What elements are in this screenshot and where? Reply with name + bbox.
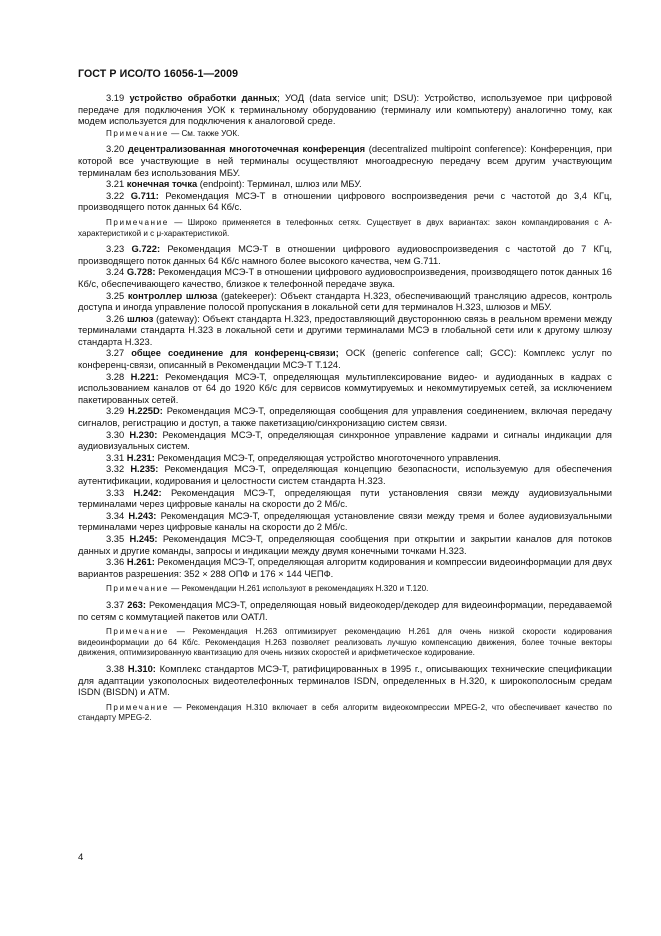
entry-text: Комплекс стандартов МСЭ-Т, ратифицированных в 1995 г., описывающих технические спецификации для адаптации узкополосных видеотелефонных терминалов ISDN, определенных в H.320, к широкополосным средам ISDN (BISDN) и ATM.: [78, 663, 612, 698]
definition-entry: [78, 179, 612, 191]
definition-entry: [78, 191, 612, 214]
entry-term: G.728:: [126, 267, 156, 278]
entry-number: 3.30: [106, 429, 125, 440]
entry-term: H.310:: [127, 663, 156, 674]
entry-text: (gateway): Объект стандарта H.323, предоставляющий двустороннюю связь в реальном времени между терминалами стандарта H.323 в локальной сети и другими терминалами МСЭ в глобальной сети или к другому шлюзу стандарта H.323.: [78, 313, 612, 347]
entry-text: Рекомендация МСЭ-Т, определяющая новый видеокодер/декодер для видеоинформации, передаваемой по сетям с коммутацией пакетов или ОАТЛ.: [78, 599, 612, 622]
entry-number: 3.21: [106, 179, 125, 190]
note-label: Примечание: [106, 627, 169, 637]
entry-text: Рекомендация МСЭ-Т, определяющая сообщения при открытии и закрытии каналов для потоков данных и другие команды, запросы и индикации между двумя конечными точками H.323.: [78, 533, 612, 556]
entry-text: Рекомендация МСЭ-Т в отношении цифрового аудиовоспроизведения, производящего поток данных 16 Кб/с, обеспечивающего качество, близкое к телефонной передаче звука.: [78, 267, 612, 289]
note-label: Примечание: [106, 584, 169, 594]
entry-text: Рекомендация МСЭ-Т в отношении цифрового аудиовоспроизведения с частотой до 7 КГц, производящего поток данных 64 Кб/с намного более высокого качества, чем G.711.: [78, 244, 612, 266]
note: [78, 218, 612, 239]
entry-term: G.722:: [131, 244, 161, 255]
entry-text: Рекомендация МСЭ-Т, определяющая сообщения для управления соединением, включая передачу сигналов, регистрацию и доступ, а также пакетизацию/синхронизацию систем связи.: [78, 406, 612, 429]
entry-text: Рекомендация МСЭ-Т, определяющая мультиплексирование видео- и аудиоданных в кадрах с использованием каналов от 64 до 1920 Кб/с для сервисов коммутируемых и некоммутируемых сетей, за исключением пакетированных сетей.: [78, 371, 612, 405]
entry-text: Рекомендация МСЭ-Т в отношении цифрового воспроизведения речи с частотой до 3,4 КГц, производящего поток данных 64 Кб/с.: [78, 190, 612, 213]
definition-entry: [78, 244, 612, 267]
entry-number: 3.20: [106, 144, 125, 155]
entry-term: устройство обработки данных: [129, 93, 278, 103]
entry-term: H.225D:: [128, 406, 163, 417]
note-label: Примечание: [106, 702, 169, 712]
definition-entry: [78, 557, 612, 580]
entry-number: 3.33: [106, 487, 125, 498]
note: [78, 703, 612, 724]
entry-term: H.231:: [126, 452, 155, 463]
definition-entry: [78, 488, 612, 511]
document-body: [78, 93, 612, 724]
entry-number: 3.19: [106, 93, 125, 103]
note-label: Примечание: [106, 128, 169, 138]
entry-term: H.245:: [129, 533, 158, 544]
page-number: 4: [78, 852, 84, 863]
note-text: — Рекомендации H.261 используют в рекомендациях H.320 и Т.120.: [168, 584, 429, 594]
entry-number: 3.35: [106, 533, 125, 544]
entry-text: (gatekeeper): Объект стандарта H.323, обеспечивающий трансляцию адресов, контроль доступа и иногда управление полосой пропускания в локальной сети для терминалов H.323, шлюзов и МБУ.: [78, 290, 612, 313]
entry-term: общее соединение для конференц-связи;: [131, 348, 339, 359]
document-header: ГОСТ Р ИСО/ТО 16056-1—2009: [78, 68, 239, 80]
entry-text: Рекомендация МСЭ-Т, определяющая пути установления связи между аудиовизуальными терминалами через цифровые каналы на скорости до 2 Мб/с.: [78, 487, 612, 510]
entry-term: H.242:: [133, 487, 162, 498]
entry-text: Рекомендация МСЭ-Т, определяющая алгоритм кодирования и компрессии видеоинформации для двух вариантов разрешения: 352 × 288 ОПФ и 176 × 144 ЧЕПФ.: [78, 557, 612, 579]
entry-number: 3.29: [106, 406, 125, 417]
entry-term: конечная точка: [126, 179, 198, 190]
definition-entry: [78, 464, 612, 487]
definition-entry: [78, 430, 612, 453]
definition-entry: [78, 314, 612, 349]
entry-number: 3.32: [106, 464, 125, 475]
entry-text: Рекомендация МСЭ-Т, определяющая концепцию безопасности, используемую для обеспечения аутентификации, кодирования и целостности систем стандарта H.323.: [78, 464, 612, 486]
entry-term: H.221:: [130, 371, 159, 382]
entry-text: (decentralized multipoint conference): Конференция, при которой все участвующие в ней терминалы осуществляют многоадресную передачу всем другим участвующим терминалам без использования МБУ.: [78, 144, 612, 178]
note-text: — См. также УОК.: [168, 128, 240, 138]
definition-entry: [78, 534, 612, 557]
entry-number: 3.31: [106, 452, 125, 463]
entry-number: 3.24: [106, 267, 125, 278]
entry-number: 3.28: [106, 371, 125, 382]
definition-entry: [78, 372, 612, 407]
definition-entry: [78, 348, 612, 371]
entry-term: 263:: [127, 599, 146, 610]
entry-term: H.261:: [126, 557, 155, 568]
definition-entry: [78, 600, 612, 623]
entry-text: ОСК (generic conference call; GCC): Комплекс услуг по конференц-связи, описанный в Рекомендации МСЭ-Т Т.124.: [78, 348, 612, 371]
entry-text: Рекомендация МСЭ-Т, определяющая синхронное управление кадрами и сигналы индикации для аудиовизуальных систем.: [78, 429, 612, 452]
entry-term: децентрализованная многоточечная конференция: [127, 144, 366, 155]
definition-entry: [78, 291, 612, 314]
entry-number: 3.22: [106, 190, 125, 201]
entry-number: 3.25: [106, 290, 125, 301]
entry-number: 3.26: [106, 313, 125, 324]
note: [78, 627, 612, 659]
entry-term: контроллер шлюза: [127, 290, 218, 301]
entry-text: Рекомендация МСЭ-Т, определяющая устройство многоточечного управления.: [154, 452, 501, 463]
note: [78, 584, 612, 595]
entry-number: 3.23: [106, 244, 125, 255]
entry-term: H.230:: [129, 429, 158, 440]
definition-entry: [78, 453, 612, 465]
definition-entry: [78, 93, 612, 128]
definition-entry: [78, 664, 612, 699]
entry-text: ; УОД (data service unit; DSU): Устройство, используемое при цифровой передаче для подключения УОК к терминальному оборудованию (терминалу или компьютеру) аналогично тому, как модем используется для подключения к аналоговой среде.: [78, 93, 612, 127]
note-text: — Широко применяется в телефонных сетях. Существует в двух вариантах: закон компандирования с A-характеристикой и с μ-характеристикой.: [78, 217, 612, 238]
entry-number: 3.37: [106, 599, 125, 610]
note-text: — Рекомендация H.263 оптимизирует рекомендацию H.261 для очень низкой скорости кодирования видеоинформации до 64 Кб/с. Рекомендация H.263 позволяет реализовать лучшую компенсацию движения, более точные векторы движения, оптимизированную квантизацию для очень низких скоростей и арифметическое кодирование.: [78, 627, 612, 658]
entry-term: шлюз: [127, 313, 154, 324]
definition-entry: [78, 144, 612, 179]
entry-term: G.711:: [130, 190, 159, 201]
note-label: Примечание: [106, 217, 169, 227]
entry-number: 3.38: [106, 663, 125, 674]
definition-entry: [78, 406, 612, 429]
entry-text: (endpoint): Терминал, шлюз или МБУ.: [197, 179, 362, 190]
entry-number: 3.34: [106, 510, 125, 521]
entry-term: H.243:: [128, 510, 157, 521]
entry-text: Рекомендация МСЭ-Т, определяющая установление связи между тремя и более аудиовизуальными терминалами через цифровые каналы на скорости до 2 Мб/с.: [78, 510, 612, 533]
note: [78, 129, 612, 140]
entry-number: 3.27: [106, 348, 125, 359]
entry-term: H.235:: [130, 464, 159, 475]
definition-entry: [78, 511, 612, 534]
definition-entry: [78, 267, 612, 290]
note-text: — Рекомендация H.310 включает в себя алгоритм видеокомпрессии MPEG-2, что обеспечивает качество по стандарту MPEG-2.: [78, 702, 612, 723]
entry-number: 3.36: [106, 557, 125, 568]
